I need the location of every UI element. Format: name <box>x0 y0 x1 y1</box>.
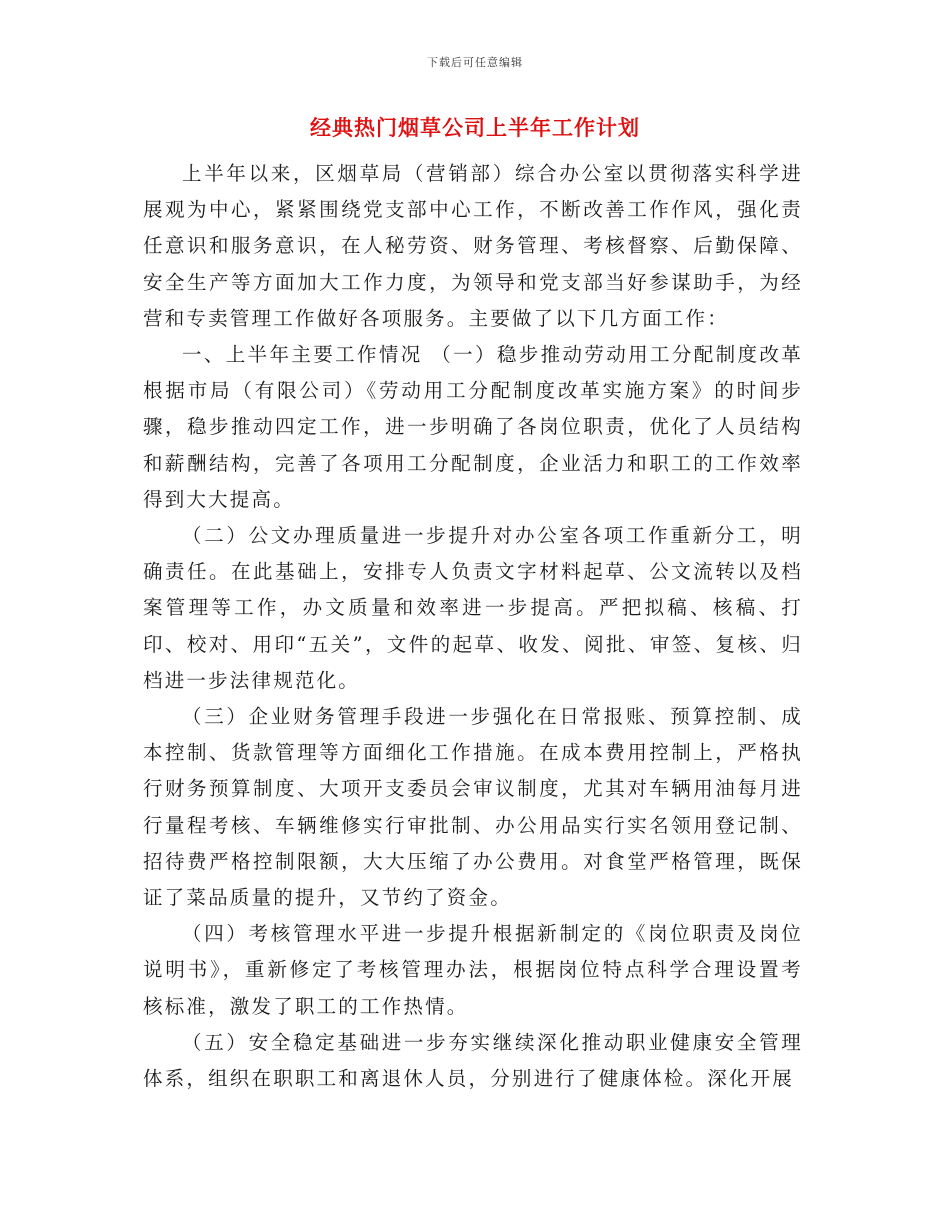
paragraph-section-4: （四）考核管理水平进一步提升根据新制定的《岗位职责及岗位说明书》，重新修定了考核管理办法，根据岗位特点科学合理设置考核标准，激发了职工的工作热情。 <box>143 922 803 1018</box>
paragraph-section-2: （二）公文办理质量进一步提升对办公室各项工作重新分工，明确责任。在此基础上，安排专人负责文字材料起草、公文流转以及档案管理等工作，办文质量和效率进一步提高。严把拟稿、核稿、打印、校对、用印“五关”，文件的起草、收发、阅批、审签、复核、归档进一步法律规范化。 <box>143 524 803 692</box>
paragraph-section-5: （五）安全稳定基础进一步夯实继续深化推动职业健康安全管理体系，组织在职职工和离退休人员，分别进行了健康体检。深化开展 <box>143 1030 803 1091</box>
document-body <box>143 156 803 1097</box>
header-note: 下载后可任意编辑 <box>427 56 523 69</box>
paragraph-intro: 上半年以来，区烟草局（营销部）综合办公室以贯彻落实科学进展观为中心，紧紧围绕党支部中心工作，不断改善工作作风，强化责任意识和服务意识，在人秘劳资、财务管理、考核督察、后勤保障、安全生产等方面加大工作力度，为领导和党支部当好参谋助手，为经营和专卖管理工作做好各项服务。主要做了以下几方面工作： <box>143 162 803 330</box>
document-title: 经典热门烟草公司上半年工作计划 <box>310 115 640 140</box>
paragraph-section-1: 一、上半年主要工作情况 （一）稳步推动劳动用工分配制度改革根据市局（有限公司）《劳动用工分配制度改革实施方案》的时间步骤，稳步推动四定工作，进一步明确了各岗位职责，优化了人员结构和薪酬结构，完善了各项用工分配制度，企业活力和职工的工作效率得到大大提高。 <box>143 343 803 511</box>
paragraph-section-3: （三）企业财务管理手段进一步强化在日常报账、预算控制、成本控制、货款管理等方面细化工作措施。在成本费用控制上，严格执行财务预算制度、大项开支委员会审议制度，尤其对车辆用油每月进行量程考核、车辆维修实行审批制、办公用品实行实名领用登记制、招待费严格控制限额，大大压缩了办公费用。对食堂严格管理，既保证了菜品质量的提升，又节约了资金。 <box>143 705 803 910</box>
